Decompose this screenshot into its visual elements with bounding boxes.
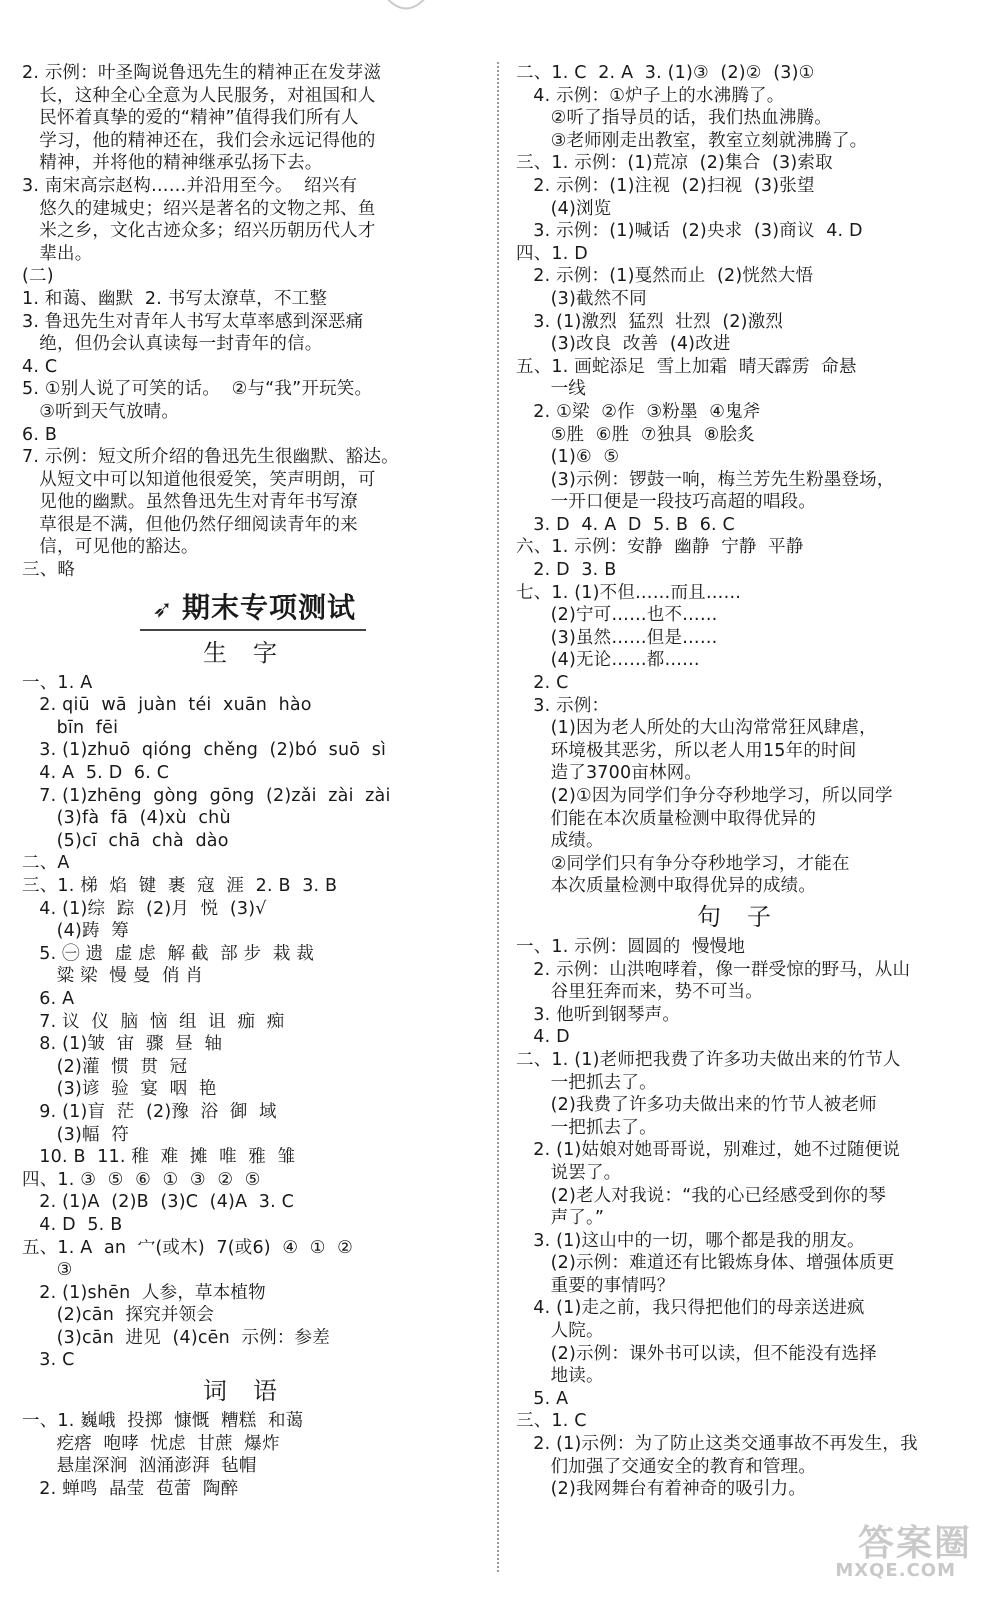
answer-line: 信，可见他的豁达。 [22, 537, 199, 558]
column-divider [497, 62, 499, 1572]
answer-line: 本次质量检测中取得优异的成绩。 [516, 876, 817, 897]
subsection-heading: 句子 [697, 902, 797, 931]
banner-title: 期末专项测试 [181, 590, 356, 624]
answer-line: 5. ①别人说了可笑的话。 ②与“我”开玩笑。 [22, 379, 373, 400]
answer-line: ③ [22, 1260, 73, 1281]
answer-line: ②同学们只有争分夺秒地学习，才能在 [516, 853, 850, 874]
left-column [22, 62, 484, 1500]
answer-line: 一开口便是一段技巧高超的唱段。 [516, 492, 817, 513]
answer-line: 10. B 11. 稚 难 摊 唯 雅 雏 [22, 1147, 296, 1168]
answer-line: 5. ㊀ 遗 虚 虑 解 截 部 步 栽 裁 [22, 943, 315, 964]
answer-line: 辈出。 [22, 243, 93, 264]
answer-line: 3. C [22, 1350, 75, 1371]
answer-line: (1)因为老人所处的大山沟常常狂风肆虐， [516, 718, 877, 739]
answer-line: 一、1. 巍峨 投掷 慷慨 糟糕 和蔼 [22, 1411, 304, 1432]
answer-line: (4)浏览 [516, 198, 612, 219]
answer-line: 造了3700亩林网。 [516, 763, 703, 784]
answer-line: ②听了指导员的话，我们热血沸腾。 [516, 108, 832, 129]
answer-line: 三、略 [22, 560, 76, 581]
answer-line: (3)改良 改善 (4)改进 [516, 334, 731, 355]
answer-line: (3)虽然……但是…… [516, 627, 718, 648]
answer-line: 2. D 3. B [516, 560, 617, 581]
answer-line: 2. 蝉鸣 晶莹 苞蕾 陶醉 [22, 1478, 239, 1499]
answer-line: 3. 示例： [516, 695, 610, 716]
answer-line: 人院。 [516, 1321, 604, 1342]
answer-line: (2)我费了许多功夫做出来的竹节人被老师 [516, 1095, 877, 1116]
answer-line: 4. (1)走之前，我只得把他们的母亲送进疯 [516, 1298, 865, 1319]
answer-line: (二) [22, 266, 54, 287]
answer-line: (5)cī chā chà dào [22, 830, 229, 851]
answer-line: 7. (1)zhēng gòng gōng (2)zǎi zài zài [22, 785, 391, 806]
answer-line: (2)宁可……也不…… [516, 605, 718, 626]
answer-line: 学习，他的精神还在，我们会永远记得他的 [22, 130, 376, 151]
answer-line: 二、1. (1)老师把我费了许多功夫做出来的竹节人 [516, 1049, 901, 1070]
answer-line: 环境极其恶劣，所以老人用15年的时间 [516, 740, 857, 761]
answer-line: 一把抓去了。 [516, 1072, 657, 1093]
stamp-mark [376, 0, 436, 26]
answer-line: (2)灌 惯 贯 冠 [22, 1056, 188, 1077]
answer-line: (2)cān 探究并领会 [22, 1305, 215, 1326]
answer-line: (2)我网舞台有着神奇的吸引力。 [516, 1479, 807, 1500]
answer-line: (3)示例：锣鼓一响，梅兰芳先生粉墨登场， [516, 469, 895, 490]
answer-line: 成绩。 [516, 831, 604, 852]
answer-line: 民怀着真挚的爱的“精神”值得我们所有人 [22, 108, 359, 129]
answer-line: 从短文中可以知道他很爱笑，笑声明朗，可 [22, 469, 376, 490]
answer-line: 重要的事情吗？ [516, 1275, 675, 1296]
answer-line: 7. 示例：短文所介绍的鲁迅先生很幽默、豁达。 [22, 447, 399, 468]
answer-line: ③听到天气放晴。 [22, 401, 180, 422]
answer-line: (3)fà fā (4)xù chù [22, 808, 231, 829]
answer-line: 谷里狂奔而来，势不可当。 [516, 982, 763, 1003]
answer-line: 一、1. A [22, 672, 93, 693]
rocket-icon: ➶ [152, 594, 174, 623]
answer-line: 3. 鲁迅先生对青年人书写太草率感到深恶痛 [22, 311, 364, 332]
answer-line: 五、1. 画蛇添足 雪上加霜 晴天霹雳 命悬 [516, 356, 857, 377]
subsection-heading: 生字 [203, 638, 303, 667]
answer-line: 二、A [22, 853, 70, 874]
answer-line: 3. 南宋高宗赵构……并沿用至今。 绍兴有 [22, 175, 358, 196]
answer-line: 4. (1)综 踪 (2)月 悦 (3)√ [22, 898, 267, 919]
answer-line: 米之乡，文化古迹众多；绍兴历朝历代人才 [22, 221, 376, 242]
answer-line: 五、1. A an 宀(或木) 7(或6) ④ ① ② [22, 1237, 354, 1258]
answer-line: 长，这种全心全意为人民服务，对祖国和人 [22, 85, 376, 106]
answer-line: (3)谚 验 宴 咽 艳 [22, 1079, 217, 1100]
answer-line: 草很是不满，但他仍然仔细阅读青年的来 [22, 514, 358, 535]
answer-line: 3. (1)zhuō qióng chěng (2)bó suō sì [22, 740, 387, 761]
answer-line: 2. C [516, 673, 569, 694]
answer-line: 3. 他听到钢琴声。 [516, 1004, 681, 1025]
answer-line: 1. 和蔼、幽默 2. 书写太潦草，不工整 [22, 288, 328, 309]
answer-line: 们加强了交通安全的教育和管理。 [516, 1456, 817, 1477]
answer-line: 9. (1)盲 茫 (2)豫 浴 御 域 [22, 1101, 277, 1122]
answer-line: 悠久的建城史；绍兴是著名的文物之邦、鱼 [22, 198, 376, 219]
answer-line: 2. (1)A (2)B (3)C (4)A 3. C [22, 1192, 295, 1213]
answer-line: ⑤胜 ⑥胜 ⑦独具 ⑧脍炙 [516, 424, 755, 445]
answer-line: (1)⑥ ⑤ [516, 447, 620, 468]
answer-line: 七、1. (1)不但……而且…… [516, 582, 742, 603]
answer-line: 三、1. C [516, 1411, 587, 1432]
answer-line: 4. D [516, 1027, 570, 1048]
answer-line: 四、1. D [516, 243, 588, 264]
answer-line: 见他的幽默。虽然鲁迅先生对青年书写潦 [22, 492, 358, 513]
answer-line: (3)幅 符 [22, 1124, 129, 1145]
answer-line: 5. A [516, 1388, 569, 1409]
answer-line: 悬崖深涧 汹涌澎湃 毡帽 [22, 1456, 257, 1477]
answer-line: 4. 示例：①炉子上的水沸腾了。 [516, 85, 785, 106]
answer-line: 2. 示例：(1)戛然而止 (2)恍然大悟 [516, 266, 814, 287]
answer-line: 2. (1)示例：为了防止这类交通事故不再发生，我 [516, 1434, 918, 1455]
answer-line: 四、1. ③ ⑤ ⑥ ① ③ ② ⑤ [22, 1169, 261, 1190]
answer-line: 6. A [22, 988, 75, 1009]
answer-line: 3. D 4. A D 5. B 6. C [516, 514, 735, 535]
answer-line: 4. C [22, 356, 58, 377]
section-banner [22, 582, 484, 634]
answer-line: 疙瘩 咆哮 忧虑 甘蔗 爆炸 [22, 1433, 280, 1454]
watermark-url: MXQE.COM [835, 1560, 956, 1581]
answer-line: 绝，但仍会认真读每一封青年的信。 [22, 334, 323, 355]
answer-line: 4. D 5. B [22, 1214, 123, 1235]
answer-line: 6. B [22, 424, 58, 445]
answer-line: 2. (1)shēn 人参，草本植物 [22, 1282, 266, 1303]
answer-line: 三、1. 梯 焰 键 裹 寇 涯 2. B 3. B [22, 876, 338, 896]
answer-line: (2)①因为同学们争分夺秒地学习，所以同学 [516, 786, 893, 806]
answer-line: 们能在本次质量检测中取得优异的 [516, 808, 817, 829]
answer-line: 三、1. 示例：(1)荒凉 (2)集合 (3)索取 [516, 153, 833, 174]
banner-underline [140, 588, 366, 631]
answer-line: 4. A 5. D 6. C [22, 763, 170, 784]
answer-line: 3. 示例：(1)喊话 (2)央求 (3)商议 4. D [516, 221, 863, 242]
answer-line: (4)踌 筹 [22, 921, 129, 942]
answer-line: 2. (1)姑娘对她哥哥说，别难过，她不过随便说 [516, 1140, 901, 1161]
answer-line: (3)cān 进见 (4)cēn 示例：参差 [22, 1327, 330, 1348]
answer-line: 六、1. 示例：安静 幽静 宁静 平静 [516, 537, 804, 558]
answer-line: ③老师刚走出教室，教室立刻就沸腾了。 [516, 130, 868, 151]
watermark-logo: 答案圈 [857, 1523, 972, 1564]
answer-line: 8. (1)皱 宙 骤 昼 轴 [22, 1034, 223, 1055]
answer-line: (4)无论……都…… [516, 650, 700, 671]
answer-line: 2. qiū wā juàn téi xuān hào [22, 695, 312, 716]
answer-line: 地读。 [516, 1366, 604, 1387]
answer-line: 3. (1)激烈 猛烈 壮烈 (2)激烈 [516, 311, 784, 332]
answer-line: 粱 梁 慢 曼 俏 肖 [22, 966, 204, 987]
subsection-heading: 词语 [203, 1377, 303, 1406]
answer-line: 声了。” [516, 1208, 605, 1229]
answer-line: (2)老人对我说：“我的心已经感受到你的琴 [516, 1185, 887, 1206]
answer-line: bīn fēi [22, 717, 119, 738]
answer-line: 3. (1)这山中的一切，哪个都是我的朋友。 [516, 1230, 865, 1251]
right-column [516, 62, 978, 1501]
answer-line: 精神，并将他的精神继承弘扬下去。 [22, 153, 323, 174]
answer-line: 2. 示例：山洪咆哮着，像一群受惊的野马，从山 [516, 959, 911, 980]
answer-line: 2. 示例：(1)注视 (2)扫视 (3)张望 [516, 175, 815, 196]
answer-line: 说罢了。 [516, 1162, 622, 1183]
answer-line: (2)示例：难道还有比锻炼身体、增强体质更 [516, 1253, 895, 1274]
answer-line: (3)截然不同 [516, 288, 647, 309]
answer-line: 一把抓去了。 [516, 1117, 657, 1138]
answer-line: 2. 示例：叶圣陶说鲁迅先生的精神正在发芽滋 [22, 63, 382, 83]
answer-line: 7. 议 仪 脑 恼 组 诅 痂 痴 [22, 1011, 285, 1032]
answer-line: 2. ①梁 ②作 ③粉墨 ④鬼斧 [516, 401, 761, 422]
answer-line: 一、1. 示例：圆圆的 慢慢地 [516, 936, 746, 957]
answer-line: 二、1. C 2. A 3. (1)③ (2)② (3)① [516, 63, 815, 83]
answer-line: (2)示例：课外书可以读，但不能没有选择 [516, 1343, 877, 1364]
answer-line: 一线 [516, 379, 586, 400]
